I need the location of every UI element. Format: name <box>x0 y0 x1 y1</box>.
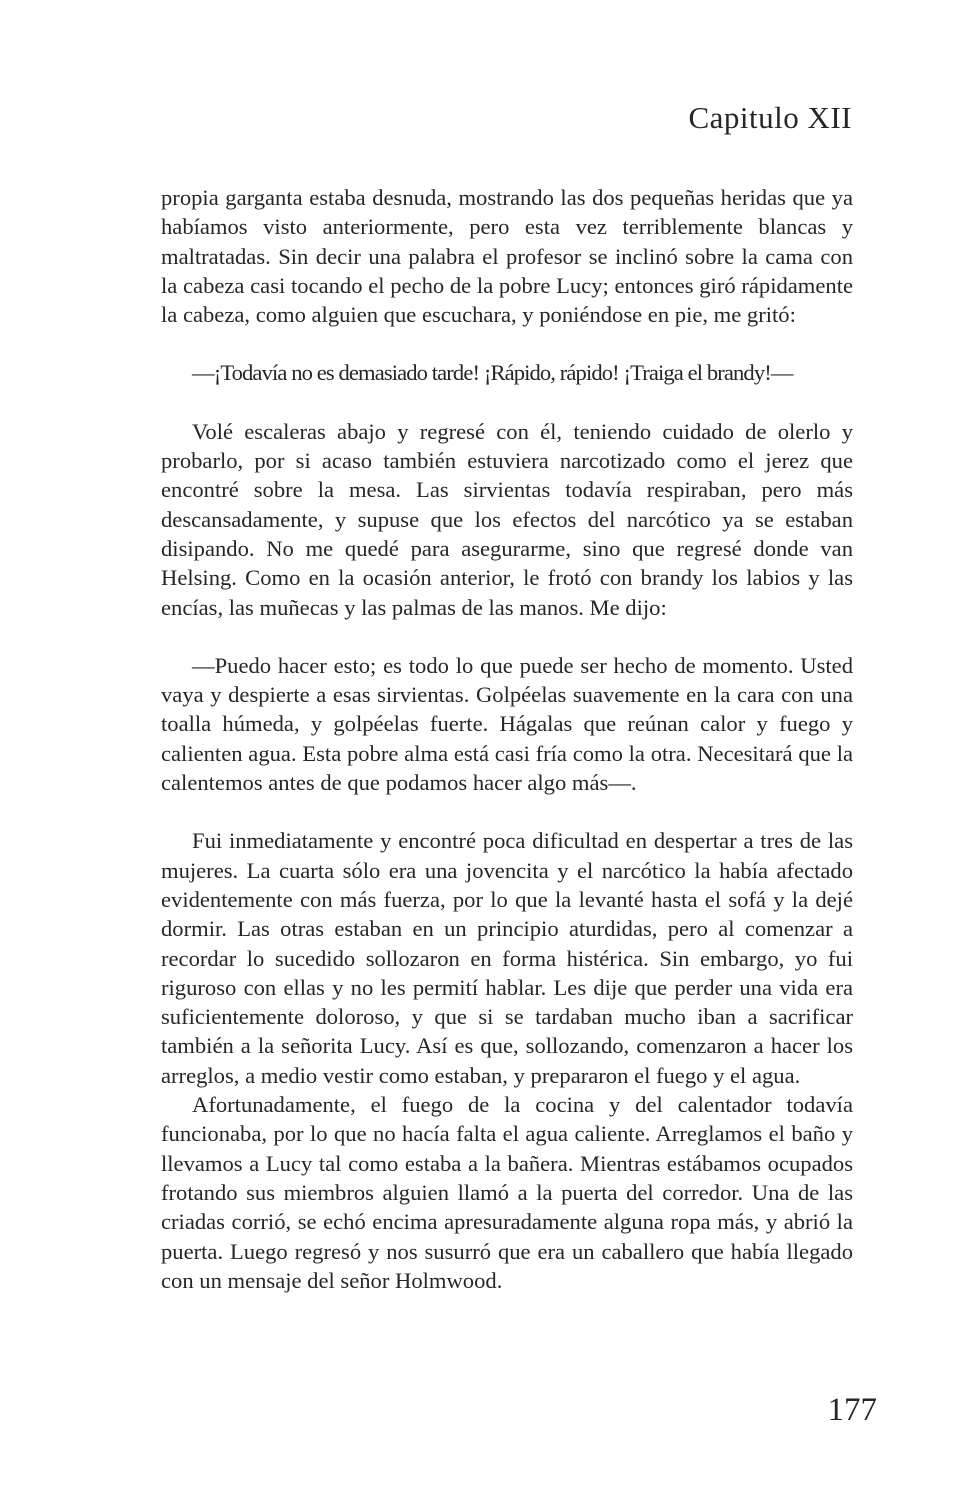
paragraph-continuation: propia garganta estaba desnuda, mostrando las dos pequeñas heridas que ya habíamos visto anteriormente, pero esta vez terriblemente blancas y maltratadas. Sin decir una palabra el profesor se inclinó sobre la cama con la cabeza casi tocando el pecho de la pobre Lucy; entonces giró rápidamente la cabeza, como alguien que escuchara, y poniéndose en pie, me gritó: <box>161 185 853 328</box>
dialogue-brandy: —¡Todavía no es demasiado tarde! ¡Rápido, rápido! ¡Traiga el brandy!— <box>192 360 793 386</box>
body-text <box>161 183 853 1295</box>
paragraph-narration: Volé escaleras abajo y regresé con él, teniendo cuidado de olerlo y probarlo, por si acaso también estuviera narcotizado como el jerez que encontré sobre la mesa. Las sirvientas todavía respiraban, pero más descansadamente, y supuse que los efectos del narcótico ya se estaban disipando. No me quedé para asegurarme, sino que regresé donde van Helsing. Como en la ocasión anterior, le frotó con brandy los labios y las encías, las muñecas y las palmas de las manos. Me dijo: <box>161 418 853 620</box>
paragraph-dialogue: —Puedo hacer esto; es todo lo que puede ser hecho de momento. Usted vaya y despierte a esas sirvientas. Golpéelas suavemente en la cara con una toalla húmeda, y golpéelas fuerte. Hágalas que reúnan calor y fuego y calienten agua. Esta pobre alma está casi fría como la otra. Necesitará que la calentemos antes de que podamos hacer algo más—. <box>161 652 853 796</box>
paragraph-narration: Afortunadamente, el fuego de la cocina y del calentador todavía funcionaba, por lo que no hacía falta el agua caliente. Arreglamos el baño y llevamos a Lucy tal como estaba a la bañera. Mientras estábamos ocupados frotando sus miembros alguien llamó a la puerta del corredor. Una de las criadas corrió, se echó encima apresuradamente alguna ropa más, y abrió la puerta. Luego regresó y nos susurró que era un caballero que había llegado con un mensaje del señor Holmwood. <box>161 1092 853 1293</box>
paragraph-narration: Fui inmediatamente y encontré poca dificultad en despertar a tres de las mujeres. La cuarta sólo era una jovencita y el narcótico la había afectado evidentemente con más fuerza, por lo que la levanté hasta el sofá y la dejé dormir. Las otras estaban en un principio aturdidas, pero al comenzar a recordar lo sucedido sollozaron en forma histérica. Sin embargo, yo fui riguroso con ellas y no les permití hablar. Les dije que perder una vida era suficientemente doloroso, y que si se tardaban mucho iban a sacrificar también a la señorita Lucy. Así es que, sollozando, comenzaron a hacer los arreglos, a medio vestir como estaban, y prepararon el fuego y el agua. <box>161 828 853 1088</box>
page-number: 177 <box>827 1392 877 1428</box>
chapter-title: Capitulo XII <box>688 100 852 135</box>
